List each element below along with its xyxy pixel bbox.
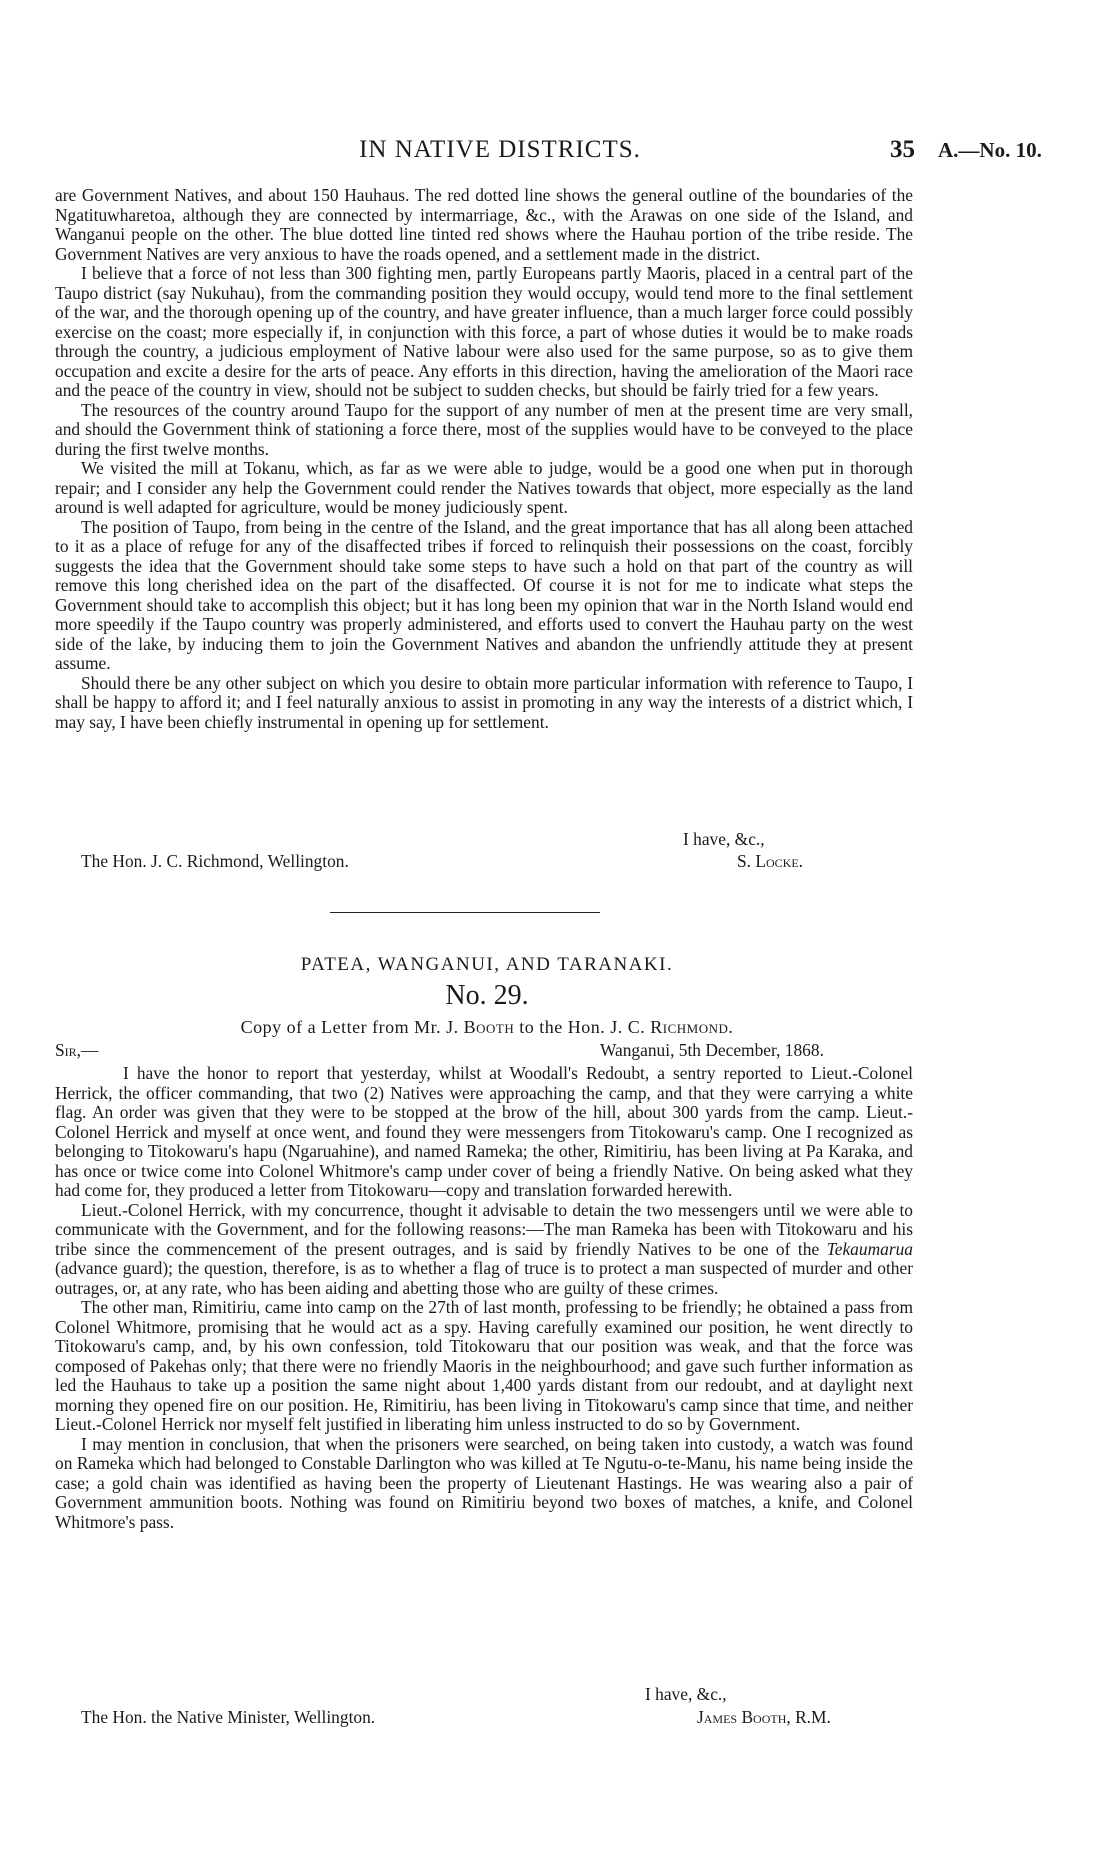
letter1-addressee: The Hon. J. C. Richmond, Wellington. xyxy=(81,851,349,871)
section-heading: PATEA, WANGANUI, AND TARANAKI. xyxy=(300,954,674,975)
letter1-paragraph: Should there be any other subject on which you desire to obtain more particular information with reference to Taupo, I shall be happy to afford it; and I feel naturally anxious to assist in promoting in any way the interests of a district which, I may say, I have been chiefly instrumental in opening up for settlement. xyxy=(55,672,913,732)
letter2-p2-text: Lieut.-Colonel Herrick, with my concurrence, thought it advisable to detain the two messengers until we were able to communicate with the Government, and for the following reasons:—The man Rameka has been with Titokowaru and his tribe since the commencement of the present outrages, and is said by friendly Natives to be one of the xyxy=(55,1199,913,1259)
document-caption xyxy=(0,1017,974,1038)
letter1-paragraph: I believe that a force of not less than 300 fighting men, partly Europeans partly Maoris, placed in a central part of the Taupo district (say Nukuhau), from the commanding position they would occupy, would tend more to the final settlement of the war, and the thorough opening up of the country, and have greater influence, than a much larger force could possibly exercise on the coast; more especially if, in conjunction with this force, a part of whose duties it would be to make roads through the country, a judicious employment of Native labour were also used for the same purpose, so as to give them occupation and excite a desire for the arts of peace. Any efforts in this direction, having the amelioration of the Maori race and the peace of the country in view, should not be subject to sudden checks, but should be fairly tried for a few years. xyxy=(55,263,913,400)
letter2-body xyxy=(55,1064,913,1532)
letter2-p2-text-end: (advance guard); the question, therefore, is as to whether a flag of truce is to protect a man suspected of murder and other outrages, or, at any rate, who has been aiding and abetting those who are guilty of these crimes. xyxy=(55,1258,913,1298)
caption-prefix: Copy of a Letter from Mr. J. xyxy=(240,1017,459,1037)
section-divider xyxy=(330,912,600,913)
letter2-signoff: I have, &c., xyxy=(645,1684,727,1704)
document-reference: A.—No. 10. xyxy=(938,138,1042,162)
running-header xyxy=(0,136,1114,166)
letter1-signature: S. Locke. xyxy=(737,851,804,871)
letter2-addressee: The Hon. the Native Minister, Wellington. xyxy=(81,1707,376,1727)
letter1-paragraph: We visited the mill at Tokanu, which, as far as we were able to judge, would be a good one when put in thorough repair; and I consider any help the Government could render the Natives towards that object, more especially as the land around is well adapted for agriculture, would be money judiciously spent. xyxy=(55,458,913,517)
letter1-signoff-row xyxy=(55,830,913,850)
letter1-paragraph: The resources of the country around Taupo for the support of any number of men at the present time are very small, and should the Government think of stationing a force there, most of the supplies would have to be conveyed to the place during the first twelve months. xyxy=(55,399,913,459)
letter2-heading-row xyxy=(55,1040,913,1062)
header-title: IN NATIVE DISTRICTS. xyxy=(359,136,641,163)
document-number: No. 29. xyxy=(445,980,529,1011)
letter1-paragraph: The position of Taupo, from being in the centre of the Island, and the great importance that has all along been attached to it as a place of refuge for any of the disaffected tribes if forced to relinquish their possessions on the coast, forcibly suggests the idea that the Government should take some steps to have such a hold on that part of the country as will remove this long cherished idea on the part of the disaffected. Of course it is not for me to indicate what steps the Government should take to accomplish this object; but it has long been my opinion that war in the North Island would end more speedily if the Taupo country was properly administered, and efforts used to convert the Hauhau party on the west side of the lake, by inducing them to join the Government Natives and abandon the unfriendly attitude they at present assume. xyxy=(55,516,913,673)
letter2-signoff-row xyxy=(55,1685,913,1705)
letter1-signature-row xyxy=(55,852,913,872)
letter2-paragraph: I may mention in conclusion, that when the prisoners were searched, on being taken into custody, a watch was found on Rameka which had belonged to Constable Darlington who was killed at Te Ngutu-o-te-Manu, his name being inside the case; a gold chain was identified as having been the property of Lieutenant Hastings. He was wearing also a pair of Government ammunition boots. Nothing was found on Rimitiriu beyond two boxes of matches, a knife, and Colonel Whitmore's pass. xyxy=(55,1433,913,1532)
letter2-salutation: Sir,— xyxy=(55,1040,99,1060)
letter1-signoff: I have, &c., xyxy=(683,829,765,849)
letter2-signature-row xyxy=(55,1708,913,1728)
letter2-place-date: Wanganui, 5th December, 1868. xyxy=(600,1040,824,1060)
letter2-paragraph xyxy=(55,1201,913,1299)
letter2-p2-italic: Tekaumarua xyxy=(826,1238,913,1259)
page-number: 35 xyxy=(890,136,915,163)
caption-from: Booth xyxy=(463,1017,515,1037)
letter2-paragraph: The other man, Rimitiriu, came into camp on the 27th of last month, professing to be friendly; he obtained a pass from Colonel Whitmore, promising that he would act as a spy. Having carefully examined our position, he went directly to Titokowaru's camp, and, by his own confession, told Titokowaru that our position was weak, and that the force was composed of Pakehas only; that there were no friendly Maoris in the neighbourhood; and gave such further information as led the Hauhaus to take up a position the same night about 1,400 yards distant from our redoubt, and at daylight next morning they opened fire on our position. He, Rimitiriu, has been living in Titokowaru's camp since that time, and neither Lieut.-Colonel Herrick nor myself felt justified in liberating him unless instructed to do so by Government. xyxy=(55,1297,913,1434)
letter1-paragraph: are Government Natives, and about 150 Hauhaus. The red dotted line shows the general outline of the boundaries of the Ngatituwharetoa, although they are connected by intermarriage, &c., with the Arawas on one side of the Island, and Wanganui people on the other. The blue dotted line tinted red shows where the Hauhau portion of the tribe reside. The Government Natives are very anxious to have the roads opened, and a settlement made in the district. xyxy=(55,185,913,264)
letter2-signature: James Booth, R.M. xyxy=(697,1707,831,1727)
letter2-paragraph: I have the honor to report that yesterday, whilst at Woodall's Redoubt, a sentry reported to Lieut.-Colonel Herrick, the officer commanding, that two (2) Natives were approaching the camp, and that they were carrying a white flag. An order was given that they were to be stopped at the brow of the hill, about 300 yards from the camp. Lieut.-Colonel Herrick and myself at once went, and found they were messengers from Titokowaru's camp. One I recognized as belonging to Titokowaru's hapu (Ngaruahine), and named Rameka; the other, Rimitiriu, has been living at Pa Karaka, and has once or twice come into Colonel Whitmore's camp under cover of being a friendly Native. On being asked what they had come for, they produced a letter from Titokowaru—copy and translation forwarded herewith. xyxy=(55,1063,913,1200)
letter1-body xyxy=(55,186,913,732)
caption-to: Richmond. xyxy=(650,1017,734,1037)
caption-mid: to the Hon. J. C. xyxy=(519,1017,646,1037)
